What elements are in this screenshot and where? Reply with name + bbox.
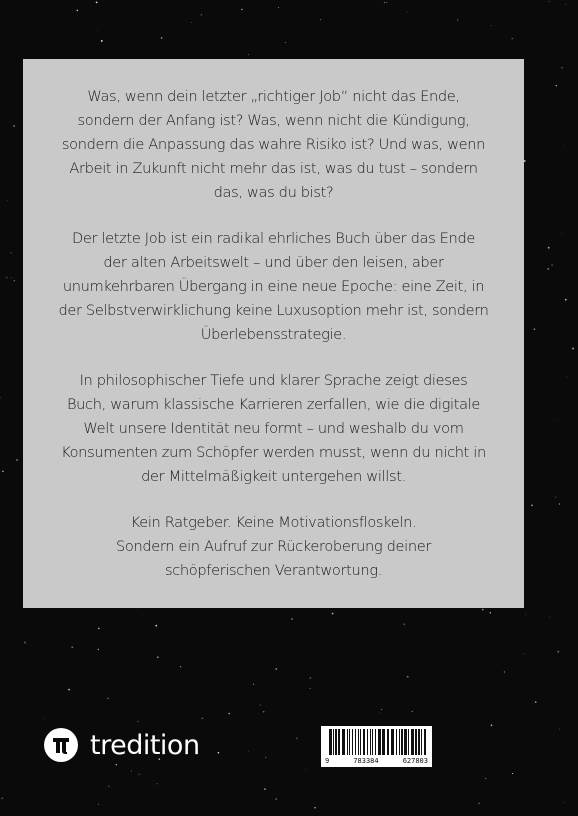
blurb-line: Der letzte Job ist ein radikal ehrliches Buch über das Ende: [72, 230, 475, 247]
blurb-line: unumkehrbaren Übergang in eine neue Epoche: eine Zeit, in: [62, 278, 485, 295]
publisher-name: tredition: [90, 729, 200, 761]
blurb-line: Was, wenn dein letzter „richtiger Job“ nicht das Ende,: [87, 88, 460, 105]
back-cover-text-panel: [23, 59, 524, 608]
blurb-line: In philosophischer Tiefe und klarer Sprache zeigt dieses: [79, 372, 468, 389]
blurb-line: Überlebensstrategie.: [200, 326, 347, 343]
barcode-digit-group: 783384: [353, 757, 379, 765]
blurb-paragraph-2: [53, 227, 494, 347]
blurb-line: der Selbstverwirklichung keine Luxusoption mehr ist, sondern: [58, 302, 489, 319]
barcode-bars: [325, 729, 428, 759]
tredition-logo-icon: [44, 728, 78, 762]
blurb-line: sondern die Anpassung das wahre Risiko ist? Und was, wenn: [61, 136, 486, 153]
blurb-line: Arbeit in Zukunft nicht mehr das ist, was du tust – sondern: [69, 160, 478, 177]
blurb-paragraph-3: [53, 369, 494, 489]
blurb-line: der Mittelmäßigkeit untergehen willst.: [141, 468, 406, 485]
blurb-line: der alten Arbeitswelt – und über den leisen, aber: [103, 254, 444, 271]
barcode-digit-group: 9: [325, 757, 330, 765]
blurb-line: sondern der Anfang ist? Was, wenn nicht die Kündigung,: [77, 112, 470, 129]
barcode-digits: [324, 757, 429, 765]
blurb-paragraph-4: [53, 511, 494, 583]
blurb-line: Konsumenten zum Schöpfer werden musst, wenn du nicht in: [61, 444, 486, 461]
blurb-line: Welt unsere Identität neu formt – und weshalb du vom: [83, 420, 464, 437]
blurb-line: schöpferischen Verantwortung.: [164, 562, 383, 579]
blurb-paragraph-1: [53, 85, 494, 205]
blurb-line: Sondern ein Aufruf zur Rückeroberung deiner: [115, 538, 432, 555]
barcode-digit-group: 627803: [402, 757, 428, 765]
blurb-line: Buch, warum klassische Karrieren zerfallen, wie die digitale: [66, 396, 481, 413]
publisher-logo: [44, 728, 200, 762]
blurb-line: das, was du bist?: [213, 184, 334, 201]
blurb-line: Kein Ratgeber. Keine Motivationsfloskeln.: [130, 514, 417, 531]
isbn-barcode: [321, 726, 432, 767]
